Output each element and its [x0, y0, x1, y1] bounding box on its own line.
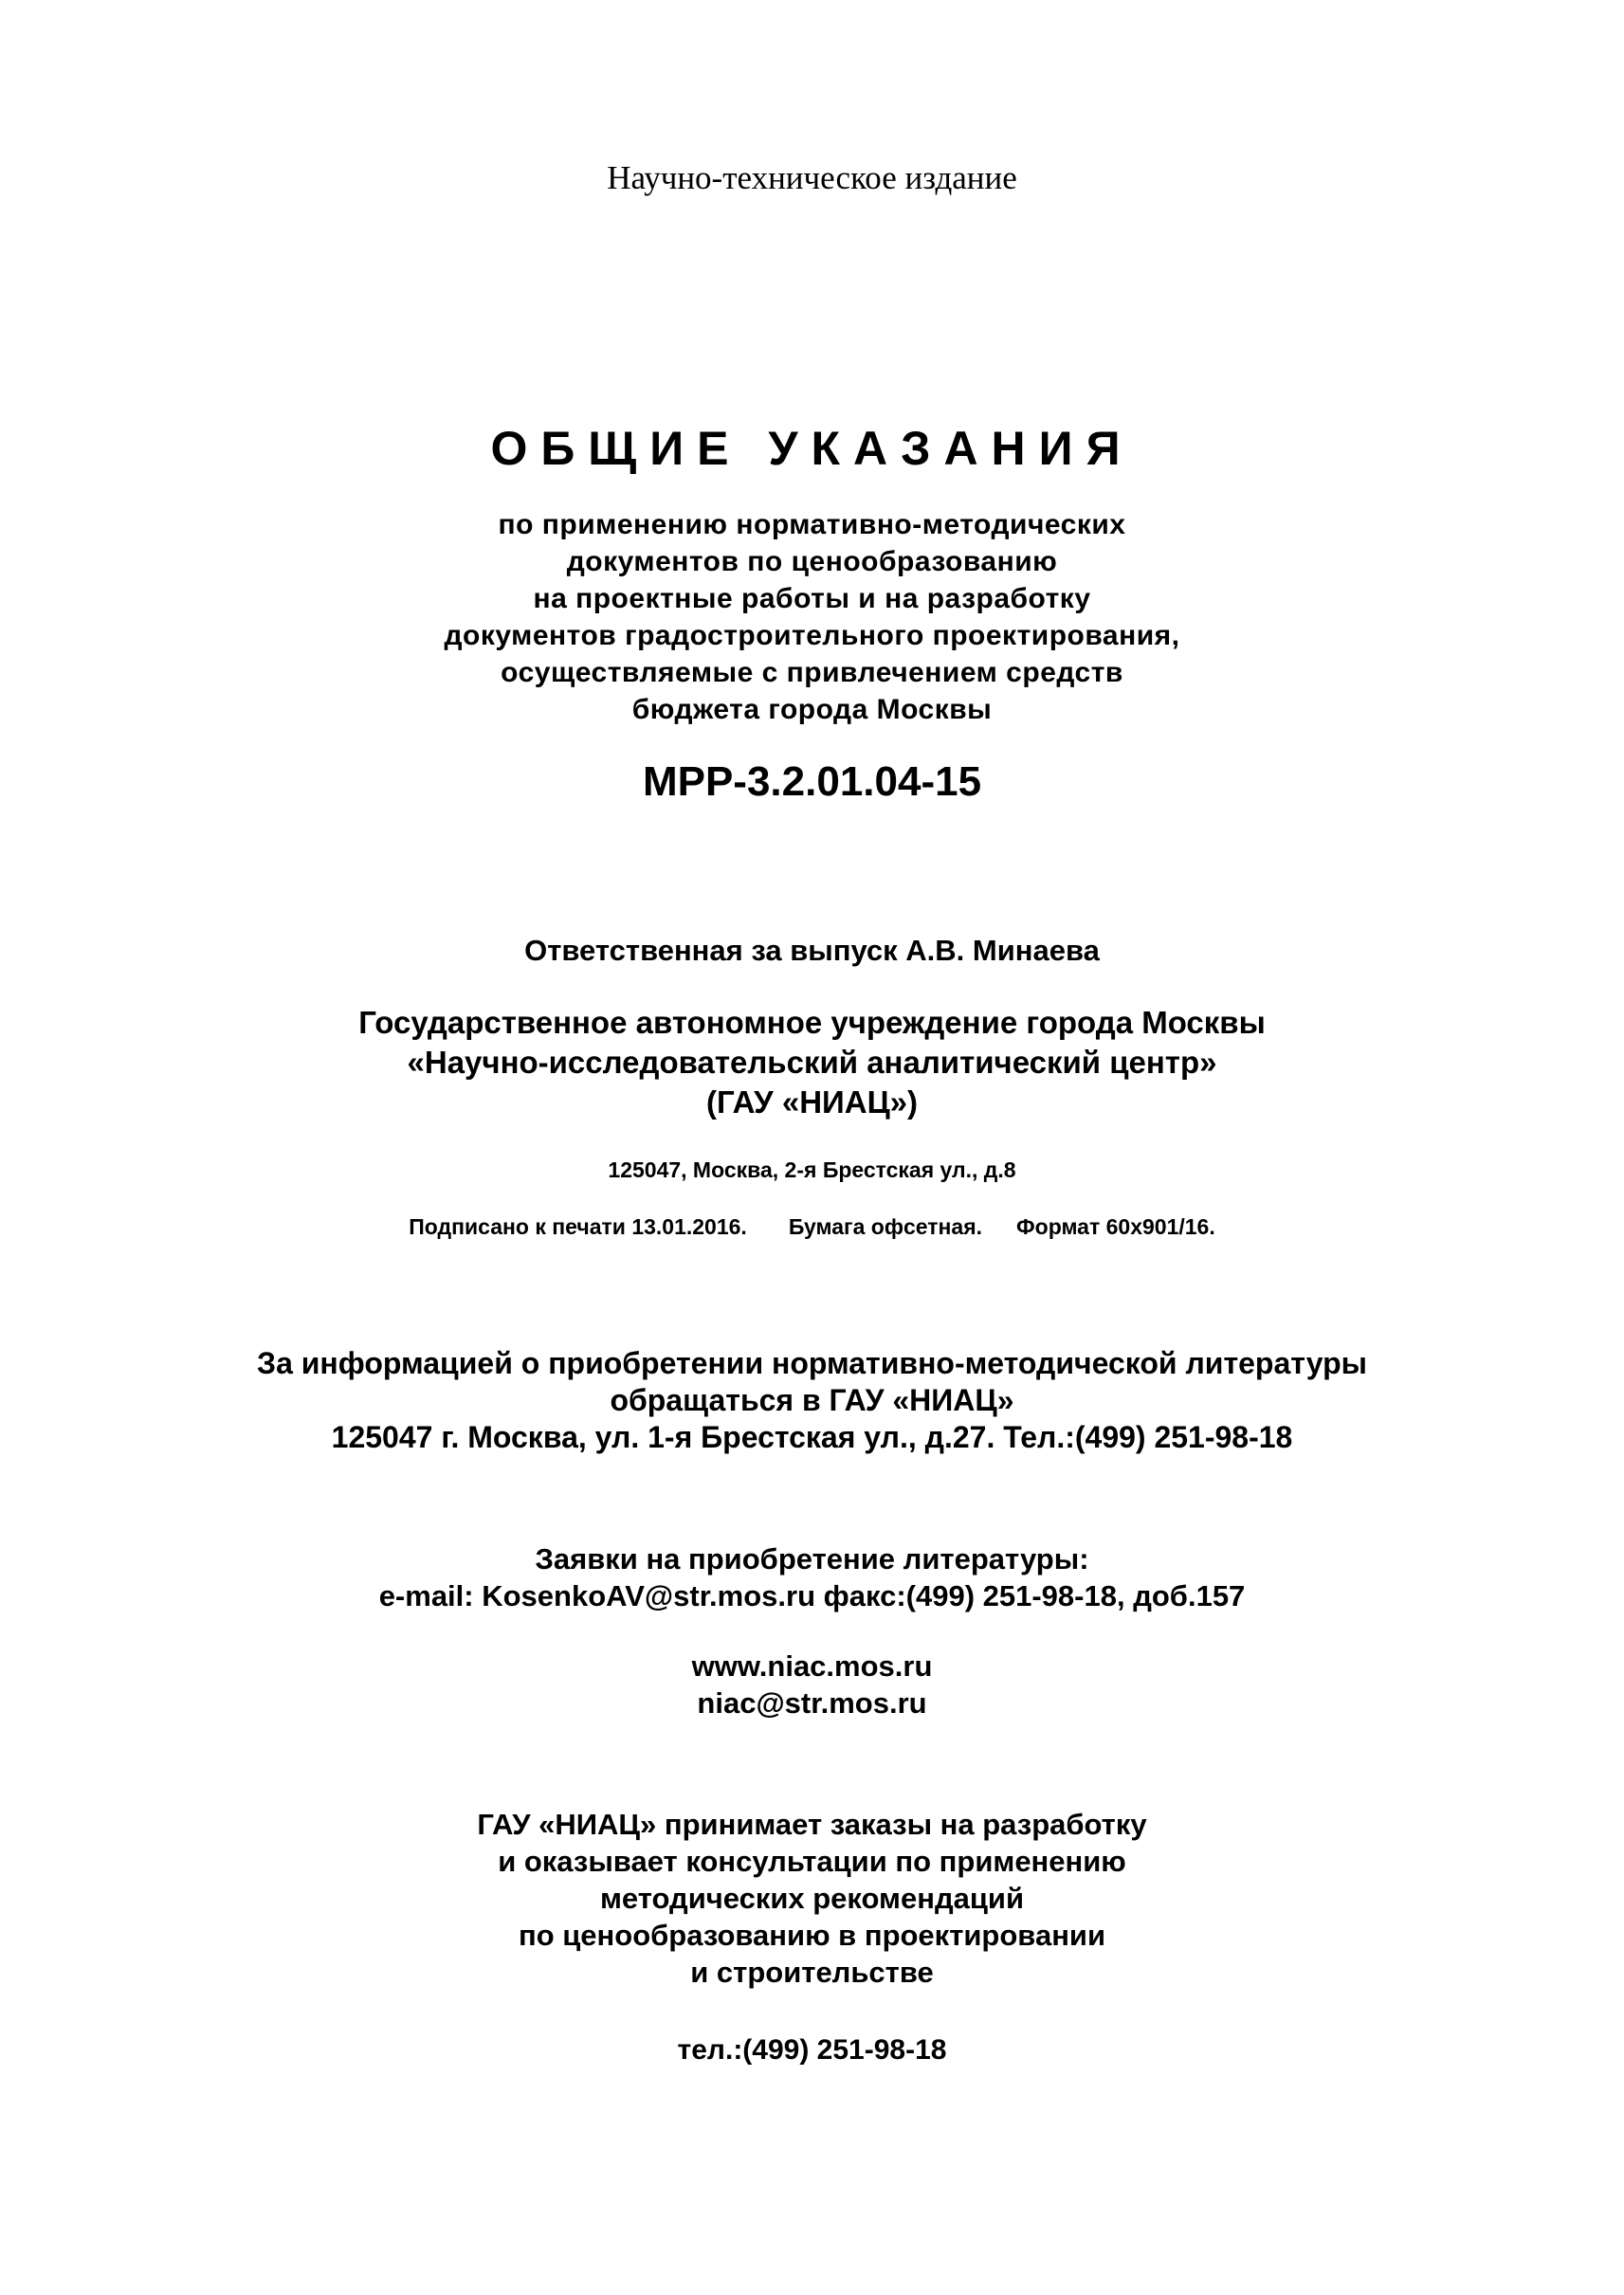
subtitle-line: бюджета города Москвы	[631, 694, 993, 725]
subtitle-line: документов градостроительного проектирования,	[444, 620, 1180, 651]
services-line: и оказывает консультации по применению	[498, 1845, 1126, 1878]
publication-type: Научно-техническое издание	[607, 159, 1017, 196]
orders-contact: e-mail: KosenkoAV@str.mos.ru факс:(499) 251-98-18, доб.157	[378, 1579, 1246, 1612]
info-address: 125047 г. Москва, ул. 1-я Брестская ул., д.27. Тел.:(499) 251-98-18	[331, 1420, 1293, 1454]
website-link[interactable]: www.niac.mos.ru	[691, 1649, 933, 1683]
subtitle-line: документов по ценообразованию	[566, 546, 1058, 577]
subtitle-line: осуществляемые с привлечением средств	[501, 657, 1123, 688]
organization-name: «Научно-исследовательский аналитический центр»	[407, 1045, 1217, 1080]
organization-abbr: (ГАУ «НИАЦ»)	[705, 1084, 919, 1120]
info-line: обращаться в ГАУ «НИАЦ»	[610, 1383, 1014, 1417]
contact-phone: тел.:(499) 251-98-18	[677, 2034, 947, 2066]
services-line: ГАУ «НИАЦ» принимает заказы на разработку	[477, 1808, 1147, 1841]
info-line: За информацией о приобретении нормативно-методической литературы	[257, 1346, 1367, 1380]
document-title: ОБЩИЕ УКАЗАНИЯ	[490, 422, 1134, 475]
services-line: методических рекомендаций	[599, 1882, 1025, 1915]
subtitle-line: на проектные работы и на разработку	[533, 583, 1091, 614]
print-details	[0, 1214, 1624, 1240]
paper-type: Бумага офсетная.	[788, 1214, 983, 1239]
organization-name: Государственное автономное учреждение города Москвы	[358, 1005, 1266, 1040]
orders-heading: Заявки на приобретение литературы:	[535, 1542, 1089, 1576]
subtitle-line: по применению нормативно-методических	[498, 509, 1126, 540]
services-line: по ценообразованию в проектировании	[518, 1919, 1106, 1952]
email-link[interactable]: niac@str.mos.ru	[697, 1686, 927, 1720]
responsible-editor: Ответственная за выпуск А.В. Минаева	[524, 934, 1100, 967]
paper-format: Формат 60х901/16.	[1016, 1214, 1215, 1239]
organization-address: 125047, Москва, 2-я Брестская ул., д.8	[608, 1157, 1016, 1182]
services-line: и строительстве	[690, 1956, 934, 1989]
print-signed-date: Подписано к печати 13.01.2016.	[409, 1214, 747, 1239]
document-code: МРР-3.2.01.04-15	[642, 758, 982, 805]
